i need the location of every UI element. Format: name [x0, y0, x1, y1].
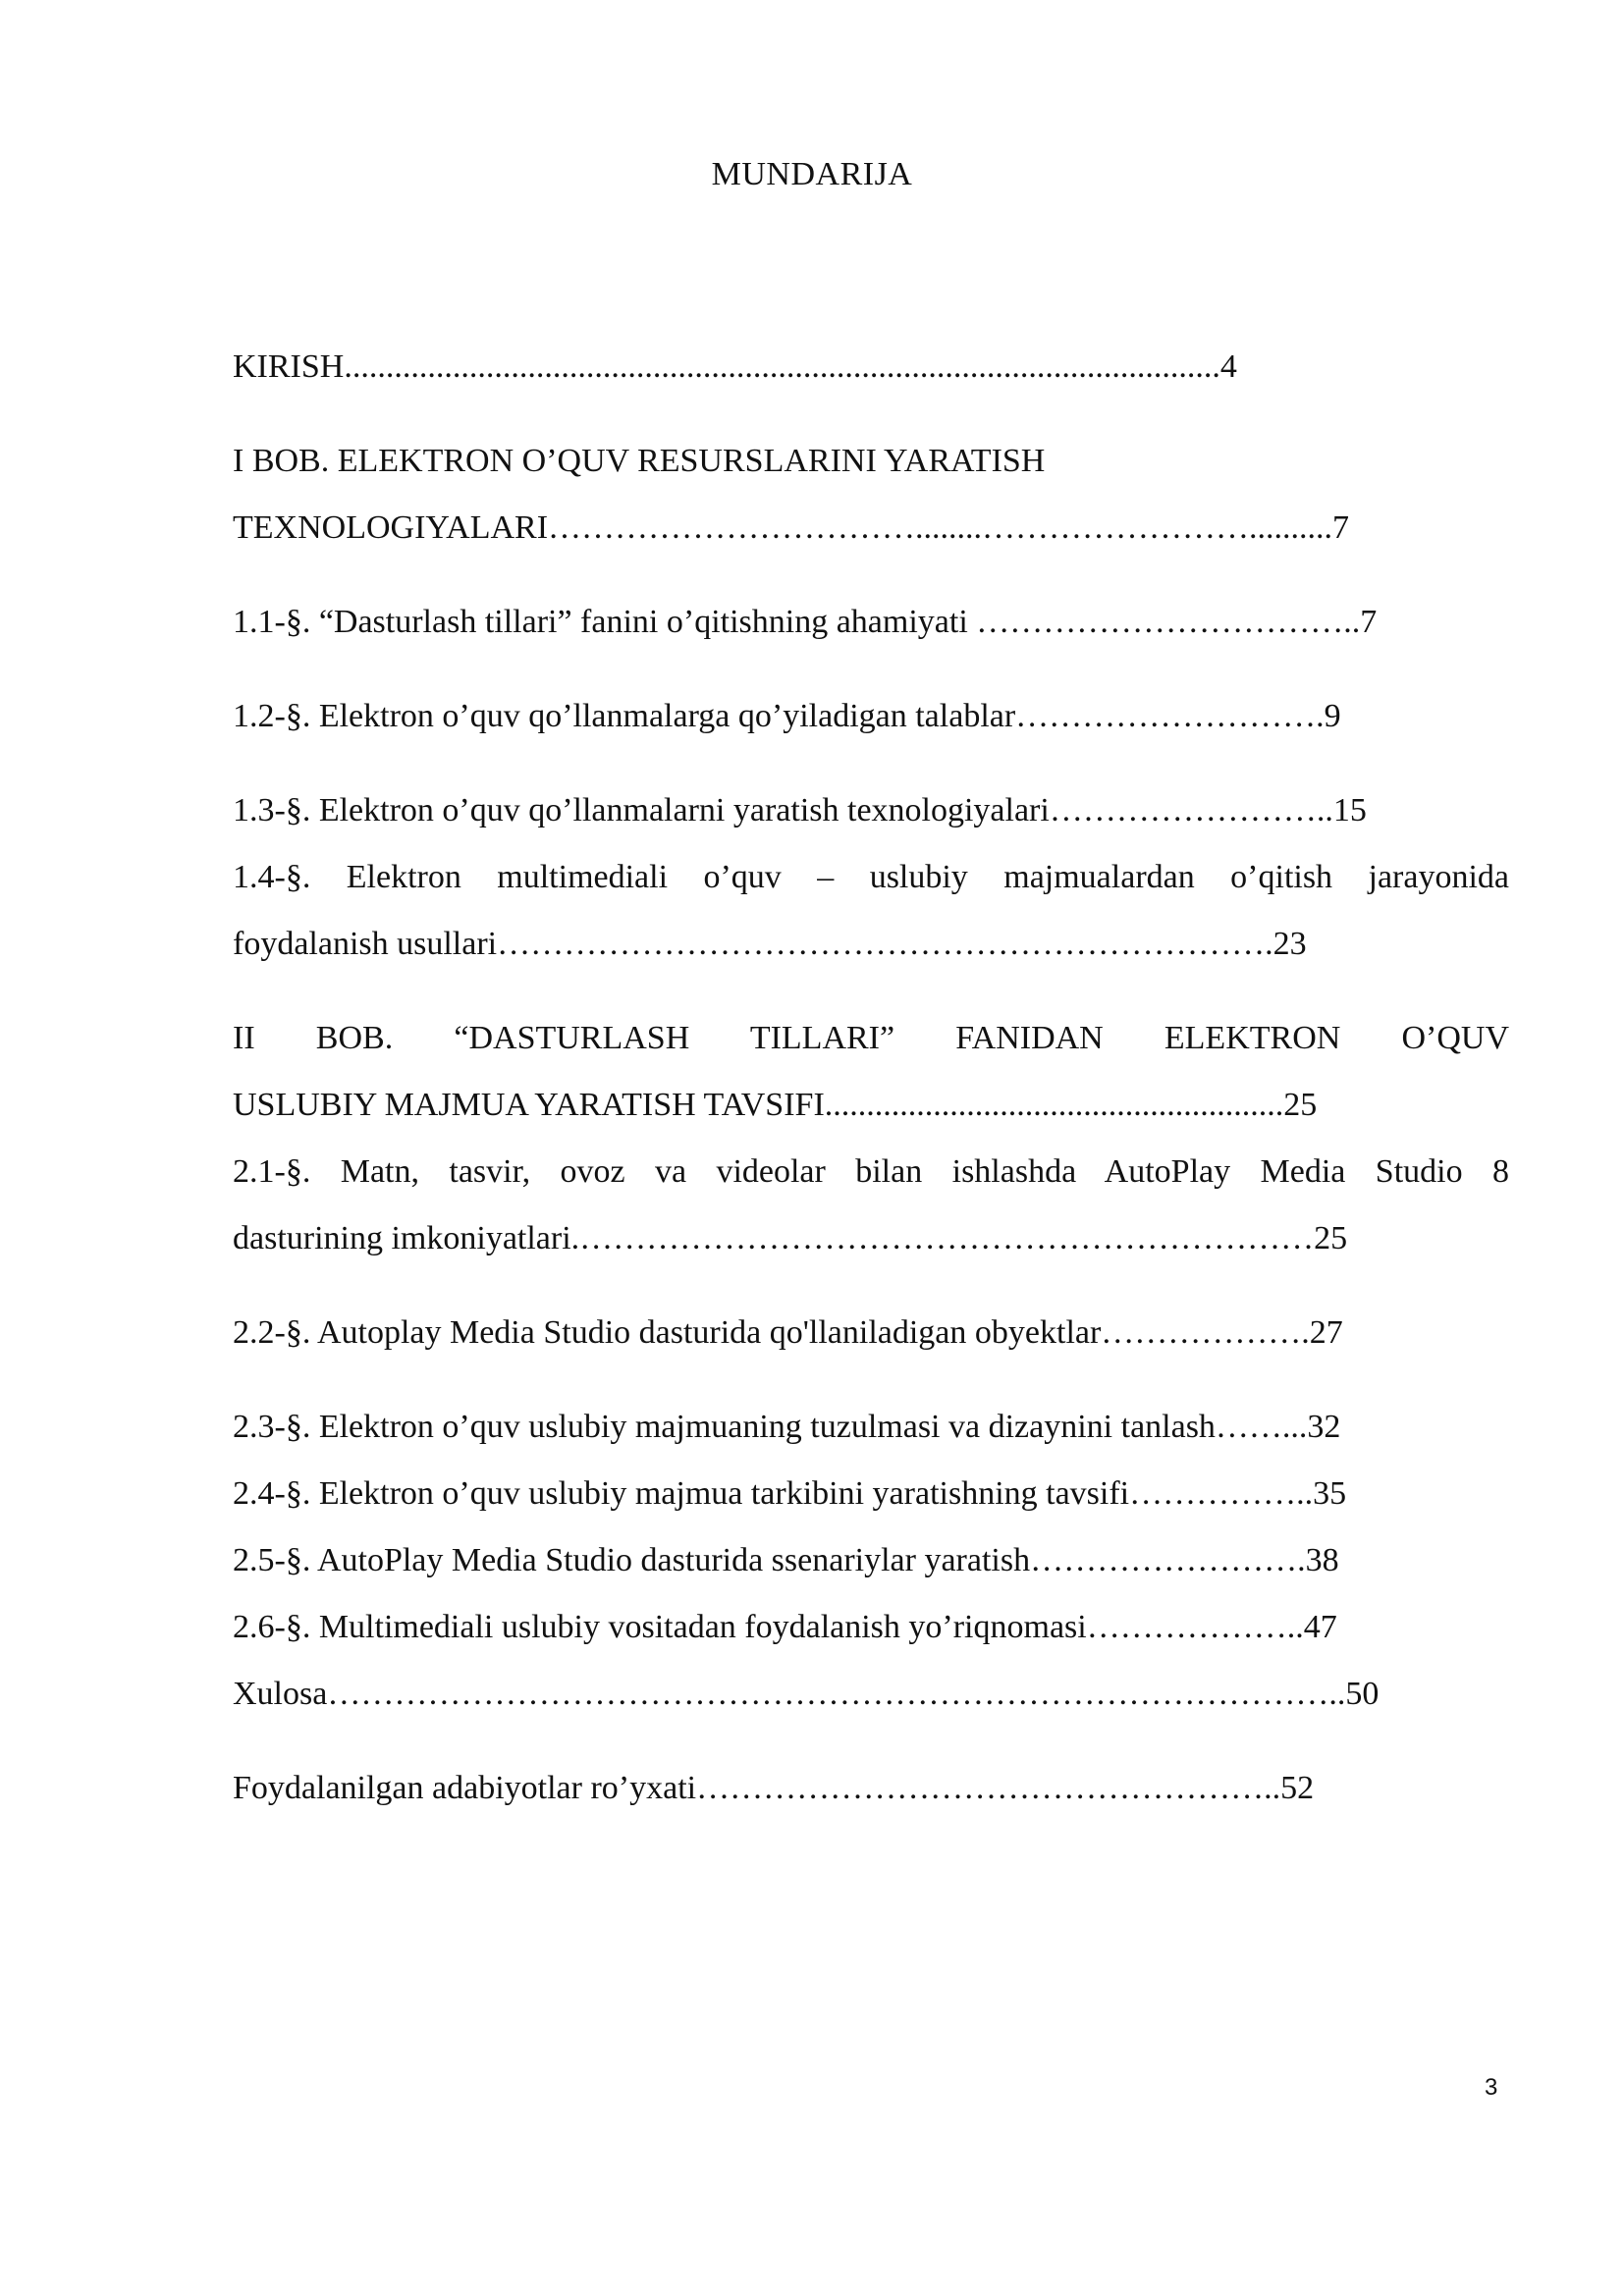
toc-entry-references[interactable]: Foydalanilgan adabiyotlar ro’yxati……………………………………………..52: [233, 1770, 1315, 1806]
toc-entry-2-1-cont[interactable]: dasturining imkoniyatlari.…………………………………………………………25: [233, 1220, 1348, 1256]
toc-entry-2-3[interactable]: 2.3-§. Elektron o’quv uslubiy majmuaning tuzulmasi va dizaynini tanlash……...32: [233, 1409, 1341, 1445]
toc-entry-1-4[interactable]: 1.4-§. Elektron multimediali o’quv – uslubiy majmualardan o’qitish jarayonida: [233, 859, 1509, 895]
toc-entry-2-6[interactable]: 2.6-§. Multimediali uslubiy vositadan foydalanish yo’riqnomasi………………..47: [233, 1609, 1337, 1645]
toc-entry-xulosa[interactable]: Xulosa………………………………………………………………………………..50: [233, 1676, 1380, 1712]
page-title: MUNDARIJA: [711, 156, 913, 192]
toc-entry-2-5[interactable]: 2.5-§. AutoPlay Media Studio dasturida ssenariylar yaratish…………………….38: [233, 1542, 1339, 1578]
toc-entry-2-1[interactable]: 2.1-§. Matn, tasvir, ovoz va videolar bilan ishlashda AutoPlay Media Studio 8: [233, 1153, 1509, 1190]
toc-entry-2-2[interactable]: 2.2-§. Autoplay Media Studio dasturida qo'llaniladigan obyektlar……………….27: [233, 1314, 1343, 1351]
toc-chapter-2-title-cont[interactable]: USLUBIY MAJMUA YARATISH TAVSIFI.......................................................25: [233, 1087, 1318, 1123]
page-number: 3: [1485, 2074, 1498, 2101]
toc-chapter-1-title[interactable]: I BOB. ELEKTRON O’QUV RESURSLARINI YARATISH: [233, 443, 1046, 479]
toc-entry-2-4[interactable]: 2.4-§. Elektron o’quv uslubiy majmua tarkibini yaratishning tavsifi……………..35: [233, 1475, 1347, 1512]
toc-entry-kirish[interactable]: KIRISH.........................................................................................................4: [233, 348, 1237, 385]
toc-chapter-2-title[interactable]: II BOB. “DASTURLASH TILLARI” FANIDAN ELEKTRON O’QUV: [233, 1020, 1509, 1056]
toc-entry-1-4-cont[interactable]: foydalanish usullari…………………………………………………………….23: [233, 926, 1307, 962]
toc-chapter-1-title-cont[interactable]: TEXNOLOGIYALARI……………………………........……………………..........7: [233, 509, 1350, 546]
toc-entry-1-2[interactable]: 1.2-§. Elektron o’quv qo’llanmalarga qo’yiladigan talablar……………………….9: [233, 698, 1341, 734]
toc-entry-1-3[interactable]: 1.3-§. Elektron o’quv qo’llanmalarni yaratish texnologiyalari……………………..15: [233, 792, 1367, 828]
toc-entry-1-1[interactable]: 1.1-§. “Dasturlash tillari” fanini o’qitishning ahamiyati ……………………………..7: [233, 604, 1378, 640]
